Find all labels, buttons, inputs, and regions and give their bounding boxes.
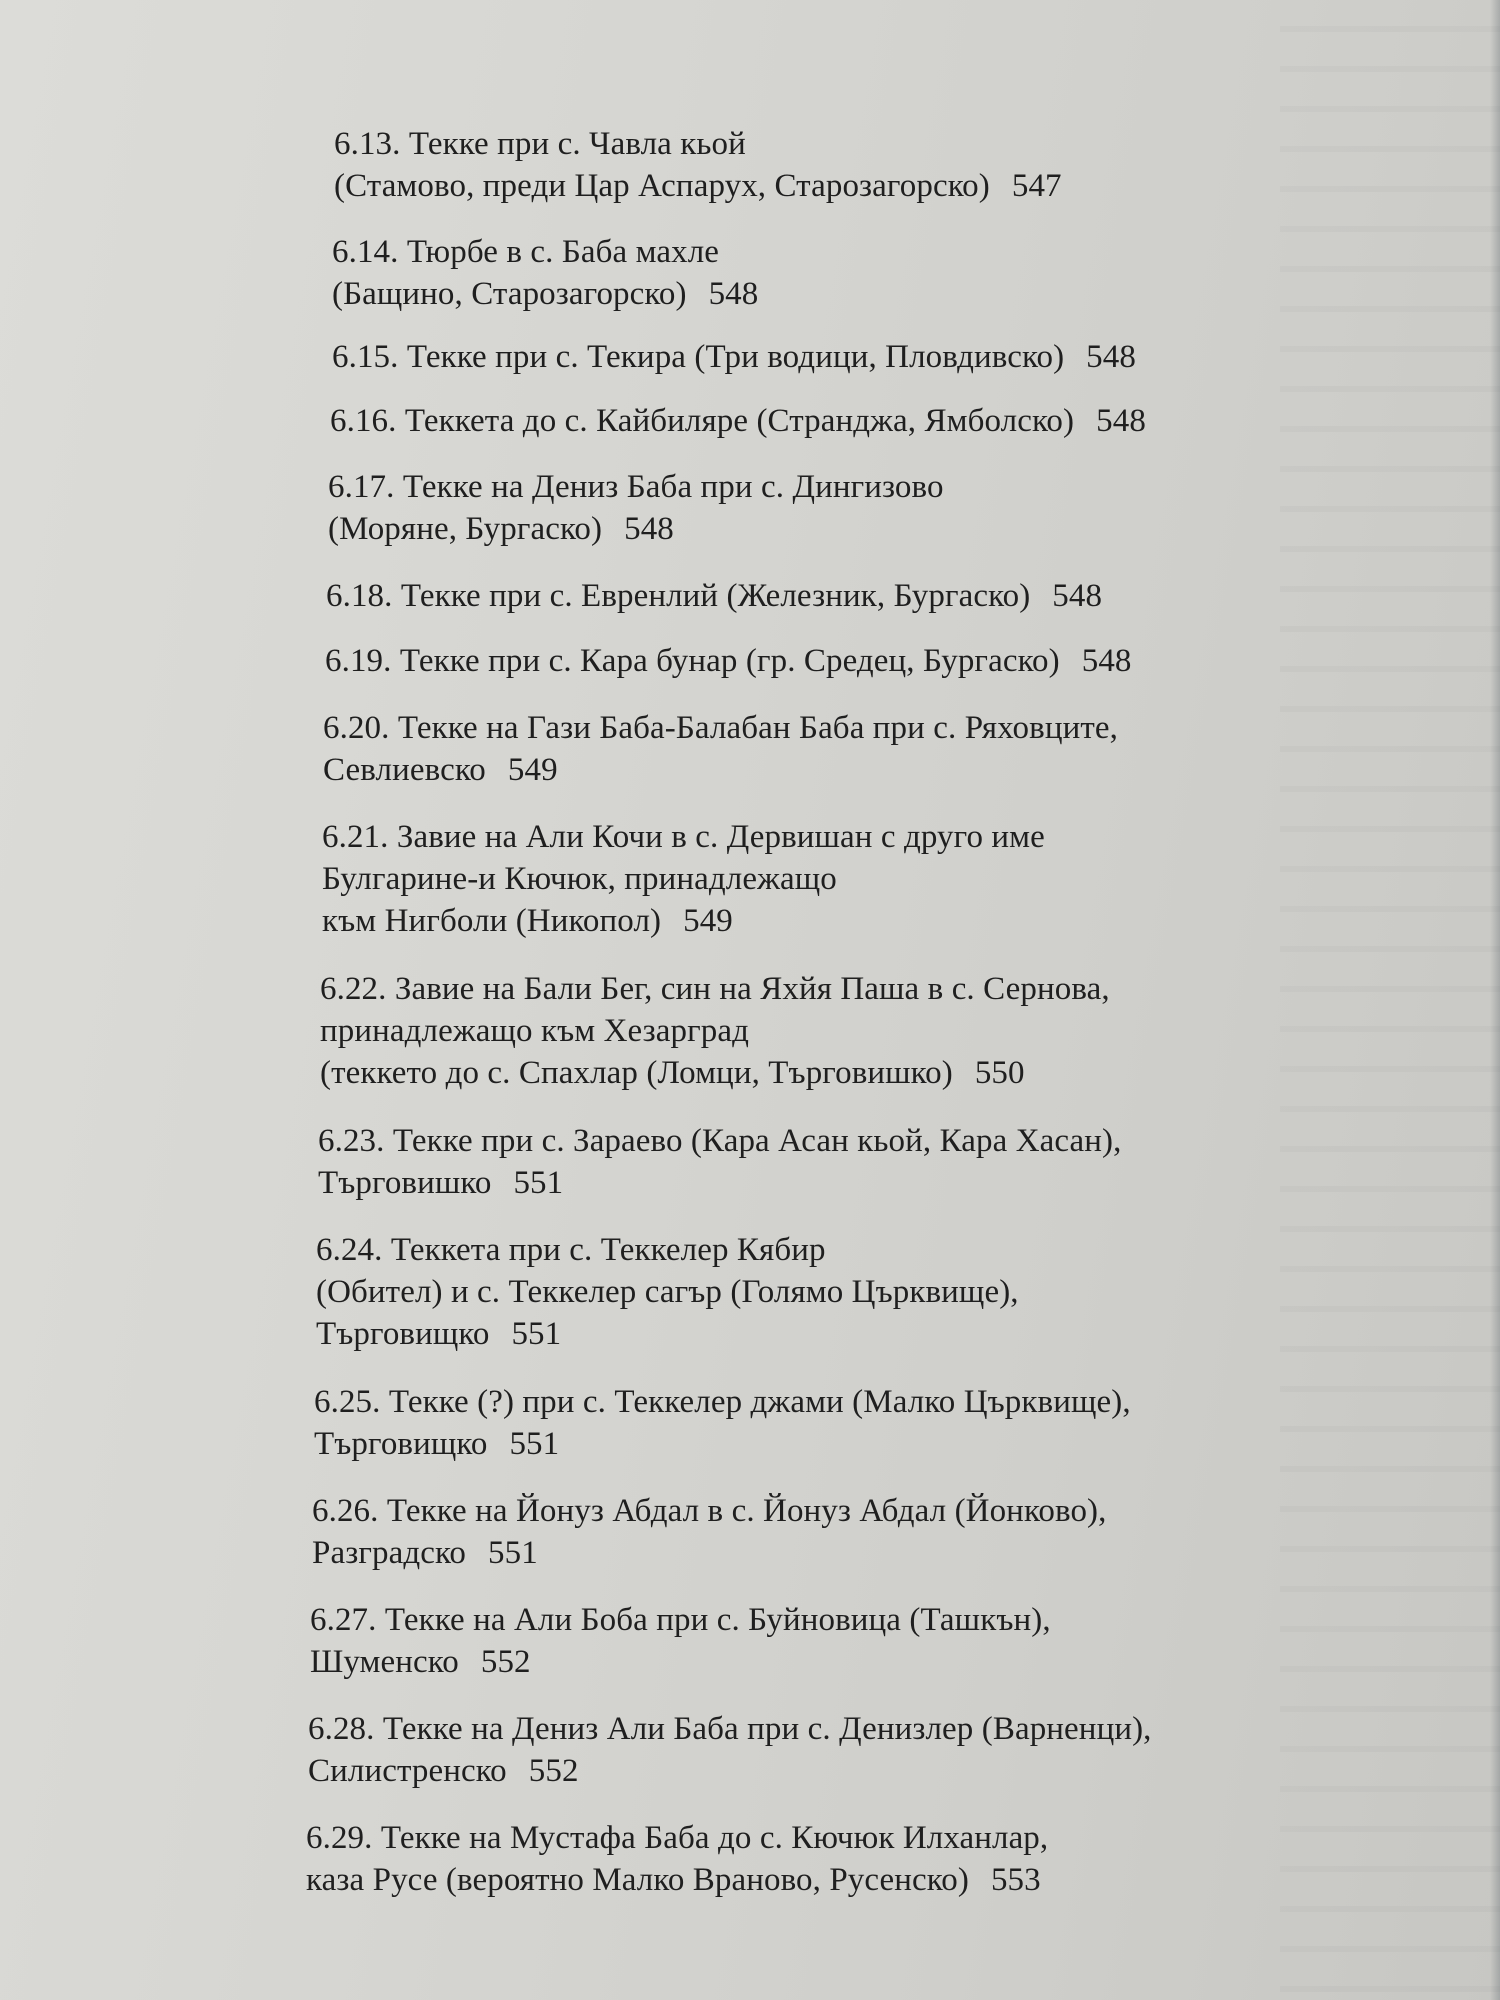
page-number: 547 — [1011, 168, 1062, 204]
entry-title: 6.19. Текке при с. Кара бунар (гр. Средец, Бургаско) — [325, 643, 1060, 679]
page-number: 548 — [708, 276, 759, 312]
page-number: 553 — [990, 1862, 1041, 1898]
page-number: 548 — [1081, 643, 1132, 679]
entry-title: 6.28. Текке на Дениз Али Баба при с. Денизлер (Варненци), — [308, 1711, 1152, 1747]
toc-entry-6-28 — [308, 1708, 1152, 1792]
page-number: 552 — [480, 1644, 531, 1680]
toc-entry-6-13 — [334, 123, 1062, 207]
page-number: 550 — [974, 1055, 1025, 1091]
toc-entry-6-14 — [332, 231, 758, 315]
page-number: 551 — [509, 1426, 560, 1462]
entry-title: 6.23. Текке при с. Зараево (Кара Асан кьой, Кара Хасан), — [318, 1123, 1122, 1159]
entry-title-cont: каза Русе (вероятно Малко Враново, Русенско) — [306, 1862, 969, 1898]
entry-title: 6.29. Текке на Мустафа Баба до с. Кючюк Илханлар, — [306, 1820, 1049, 1856]
page-number: 549 — [507, 752, 558, 788]
toc-entry-6-21 — [322, 816, 1045, 942]
entry-title: 6.20. Текке на Гази Баба-Балабан Баба при с. Ряховците, — [323, 710, 1118, 746]
entry-title: 6.16. Теккета до с. Кайбиляре (Странджа, Ямболско) — [330, 403, 1075, 439]
entry-title-cont: Шуменско — [310, 1644, 459, 1680]
entry-title-cont: принадлежащо към Хезарград — [320, 1013, 750, 1049]
entry-title-cont: Силистренско — [308, 1753, 507, 1789]
toc-entry-6-18 — [326, 575, 1102, 617]
entry-title-cont: Булгарине-и Кючюк, принадлежащо — [322, 861, 837, 897]
entry-title-cont: Разградско — [312, 1535, 467, 1571]
toc-entry-6-27 — [310, 1599, 1051, 1683]
toc-entry-6-24 — [316, 1229, 1019, 1355]
entry-title-cont: Търговищко — [316, 1316, 490, 1352]
entry-title-cont: към Нигболи (Никопол) — [322, 903, 662, 939]
entry-title: 6.27. Текке на Али Боба при с. Буйновица (Ташкън), — [310, 1602, 1051, 1638]
entry-title-cont: Севлиевско — [323, 752, 486, 788]
toc-entry-6-16 — [330, 400, 1146, 442]
page-number: 551 — [511, 1316, 562, 1352]
page-number: 548 — [1052, 578, 1103, 614]
entry-title-cont: Търговищко — [314, 1426, 488, 1462]
toc-entry-6-22 — [320, 968, 1110, 1094]
entry-title-cont: Търговишко — [318, 1165, 492, 1201]
toc-entry-6-17 — [328, 466, 944, 550]
toc-entry-6-29 — [306, 1817, 1048, 1901]
entry-title: 6.25. Текке (?) при с. Теккелер джами (Малко Църквище), — [314, 1384, 1131, 1420]
toc-entry-6-19 — [325, 640, 1132, 682]
entry-title-cont: (Бащино, Старозагорско) — [332, 276, 687, 312]
entry-title: 6.22. Завие на Бали Бег, син на Яхйя Паша в с. Сернова, — [320, 971, 1110, 1007]
page-number: 551 — [488, 1535, 538, 1571]
entry-title: 6.18. Текке при с. Евренлий (Железник, Бургаско) — [326, 578, 1031, 614]
entry-title: 6.17. Текке на Дениз Баба при с. Дингизово — [328, 469, 944, 505]
entry-title-cont: (Моряне, Бургаско) — [328, 511, 603, 547]
entry-title: 6.26. Текке на Йонуз Абдал в с. Йонуз Абдал (Йонково), — [312, 1493, 1107, 1529]
toc-entry-6-25 — [314, 1381, 1131, 1465]
entry-title: 6.21. Завие на Али Кочи в с. Дервишан с друго име — [322, 819, 1045, 855]
toc-entry-6-26 — [312, 1490, 1107, 1574]
page-number: 551 — [513, 1165, 564, 1201]
entry-title: 6.13. Текке при с. Чавла кьой — [334, 126, 746, 162]
toc-entry-6-15 — [332, 336, 1136, 378]
page-number: 549 — [683, 903, 733, 939]
page-number: 548 — [1086, 339, 1136, 375]
page-number: 552 — [528, 1753, 579, 1789]
entry-title-cont: (Обител) и с. Теккелер сагър (Голямо Църквище), — [316, 1274, 1019, 1310]
entry-title-cont: (Стамово, преди Цар Аспарух, Старозагорско) — [334, 168, 990, 204]
entry-title: 6.14. Тюрбе в с. Баба махле — [332, 234, 720, 270]
page-number: 548 — [1096, 403, 1146, 439]
toc-entry-6-20 — [323, 707, 1118, 791]
entry-title-cont: (теккето до с. Спахлар (Ломци, Търговишко) — [320, 1055, 953, 1091]
toc-entry-6-23 — [318, 1120, 1122, 1204]
entry-title: 6.15. Текке при с. Текира (Три водици, Пловдивско) — [332, 339, 1065, 375]
page-number: 548 — [624, 511, 674, 547]
entry-title: 6.24. Теккета при с. Теккелер Кябир — [316, 1232, 826, 1268]
